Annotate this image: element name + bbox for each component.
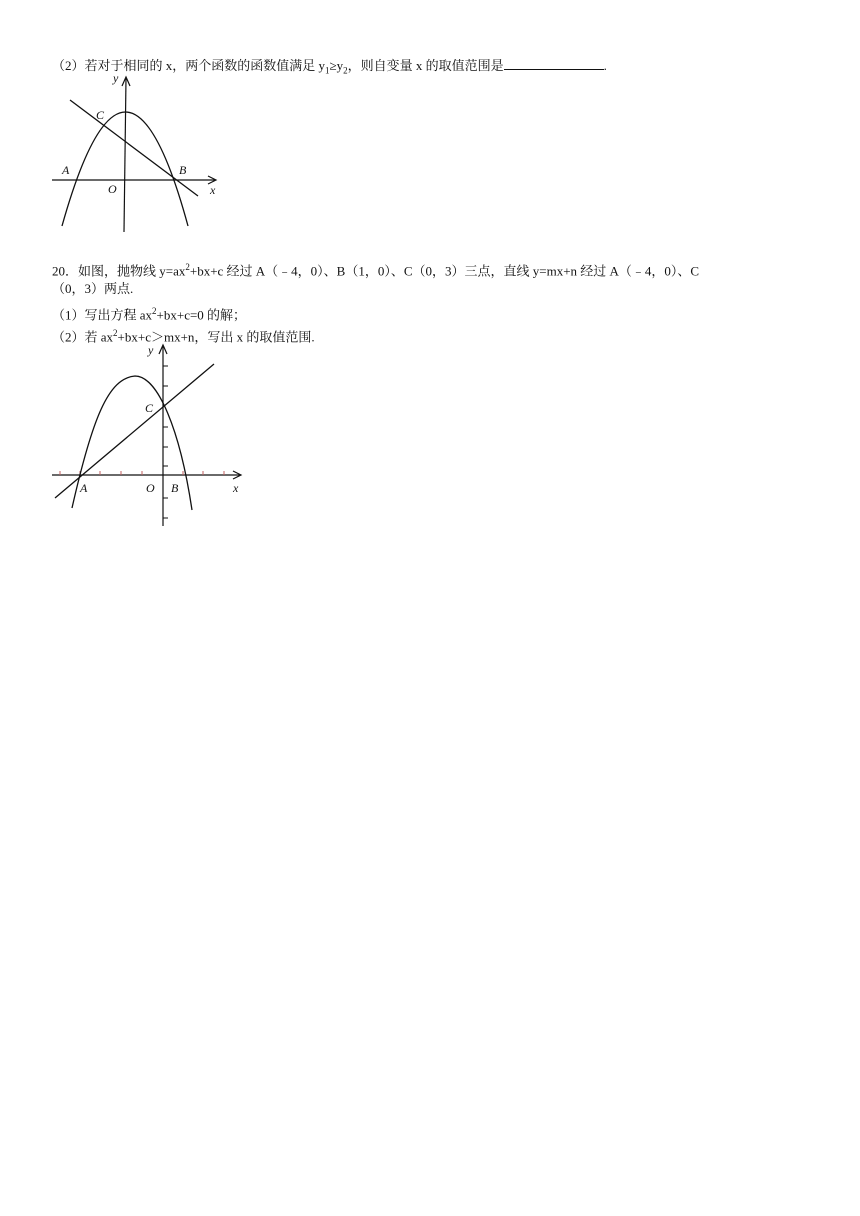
q20-part2: （2）若 $ax^2+bx+c>mx+n$，写出 x 的取值范围.	[52, 328, 315, 345]
q20-line1: 20．如图，抛物线 $y=ax^2+bx+c$ 经过 A（﹣4，0）、B（1，0）、C（0，3）三点，直线 y=mx+n 经过 A（﹣4，0）、C	[52, 262, 700, 279]
fig2-y-ticks	[163, 366, 168, 518]
fig1-label-A: A	[62, 163, 70, 177]
fig1-label-C: C	[96, 108, 105, 122]
fig2-label-y: y	[148, 343, 154, 357]
fig2-label-C: C	[145, 401, 154, 415]
fig2-label-A: A	[80, 481, 88, 495]
fig1-label-O: O	[108, 182, 117, 196]
fig1-label-y: y	[113, 71, 119, 85]
q20-part1: （1）写出方程 $ax^2+bx+c=0$ 的解；	[52, 306, 247, 323]
figure-2-graph	[0, 0, 860, 540]
fig1-label-B: B	[179, 163, 187, 177]
q20-line2: （0，3）两点.	[52, 281, 134, 296]
fig2-label-x: x	[233, 481, 239, 495]
q19-part2-text: （2）若对于相同的 x，两个函数的函数值满足 $y_1\ge y_2$，则自变量 x 的取值范围是 .	[52, 58, 607, 76]
fig2-line	[55, 364, 214, 498]
fig1-label-x: x	[210, 183, 216, 197]
fig2-label-B: B	[171, 481, 179, 495]
fig2-label-O: O	[146, 481, 155, 495]
